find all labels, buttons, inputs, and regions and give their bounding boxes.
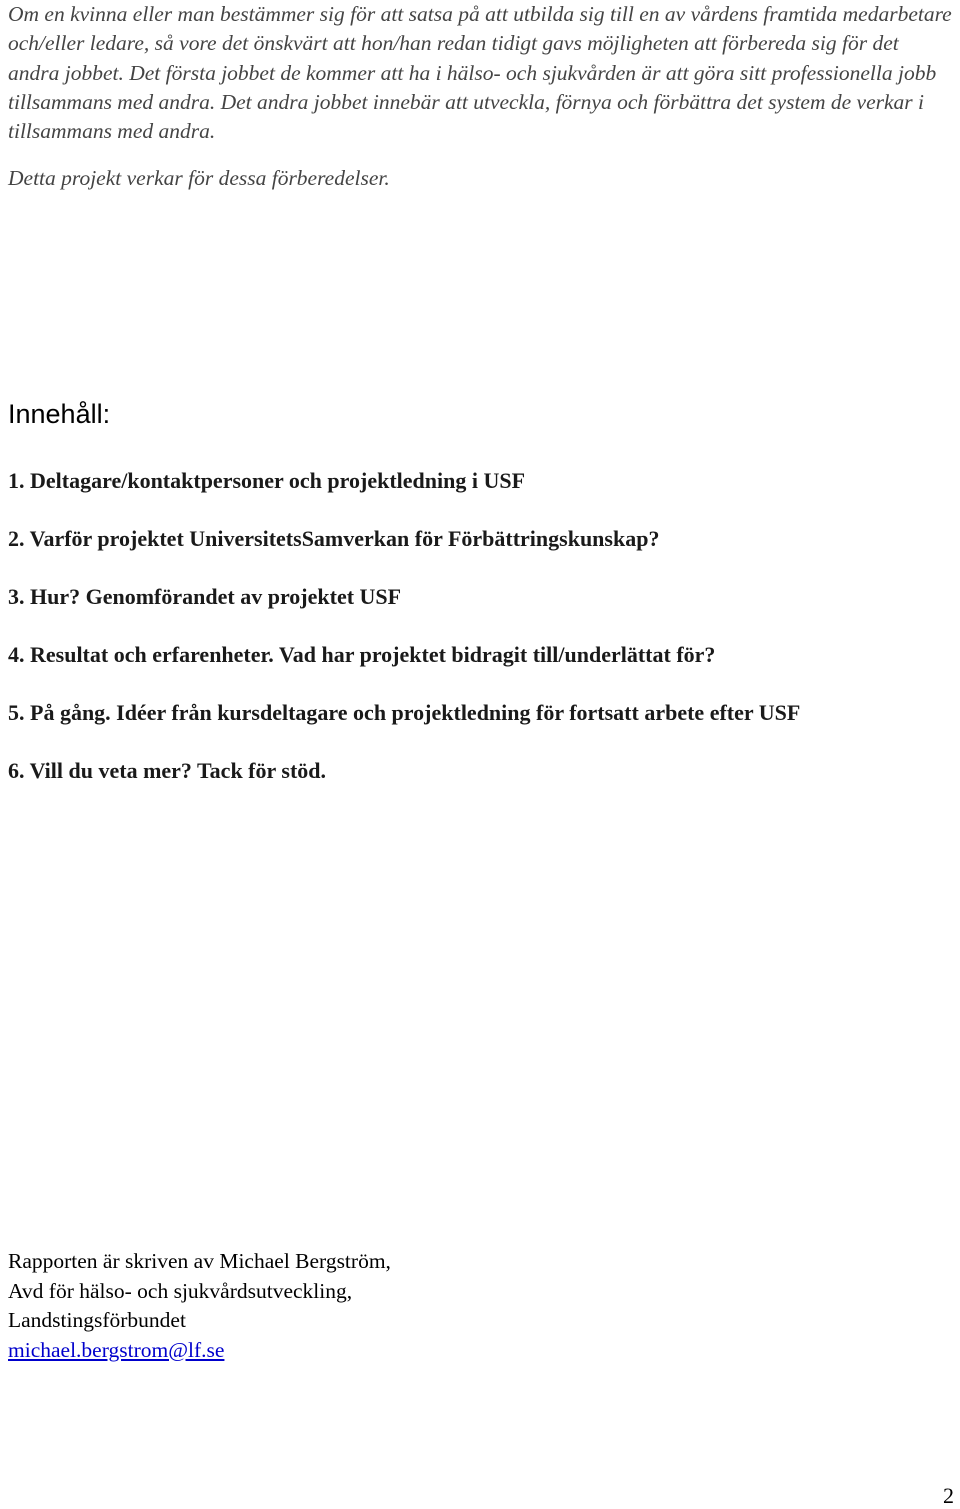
intro-closing: Detta projekt verkar för dessa förberedelser. xyxy=(8,166,390,191)
author-line: Rapporten är skriven av Michael Bergström, xyxy=(8,1249,391,1273)
department-line: Avd för hälso- och sjukvårdsutveckling, xyxy=(8,1278,353,1303)
contents-item-3: 3. Hur? Genomförandet av projektet USF xyxy=(8,584,402,609)
page-number: 2 xyxy=(943,1483,954,1508)
author-block xyxy=(8,1247,391,1365)
email-link[interactable]: michael.bergstrom@lf.se xyxy=(8,1337,225,1362)
intro-text xyxy=(8,0,953,194)
contents-item-5: 5. På gång. Idéer från kursdeltagare och projektledning för fortsatt arbete efter USF xyxy=(8,700,801,725)
contents-heading: Innehåll: xyxy=(8,399,111,429)
organization-line: Landstingsförbundet xyxy=(8,1308,186,1332)
contents-item-6: 6. Vill du veta mer? Tack för stöd. xyxy=(8,758,327,783)
contents-item-1: 1. Deltagare/kontaktpersoner och projektledning i USF xyxy=(8,468,526,493)
intro-paragraph: Om en kvinna eller man bestämmer sig för att satsa på att utbilda sig till en av vårdens framtida medarbetare och/eller ledare, så vore det önskvärt att hon/han redan tidigt gavs möjligheten att förbereda sig för det andra jobbet. Det första jobbet de kommer att ha i hälso- och sjukvården är att göra sitt professionella jobb tillsammans med andra. Det andra jobbet innebär att utveckla, förnya och förbättra det system de verkar i tillsammans med andra. xyxy=(8,2,952,144)
contents-item-4: 4. Resultat och erfarenheter. Vad har projektet bidragit till/underlättat för? xyxy=(8,642,716,667)
contents-item-2: 2. Varför projektet UniversitetsSamverkan för Förbättringskunskap? xyxy=(8,526,660,551)
